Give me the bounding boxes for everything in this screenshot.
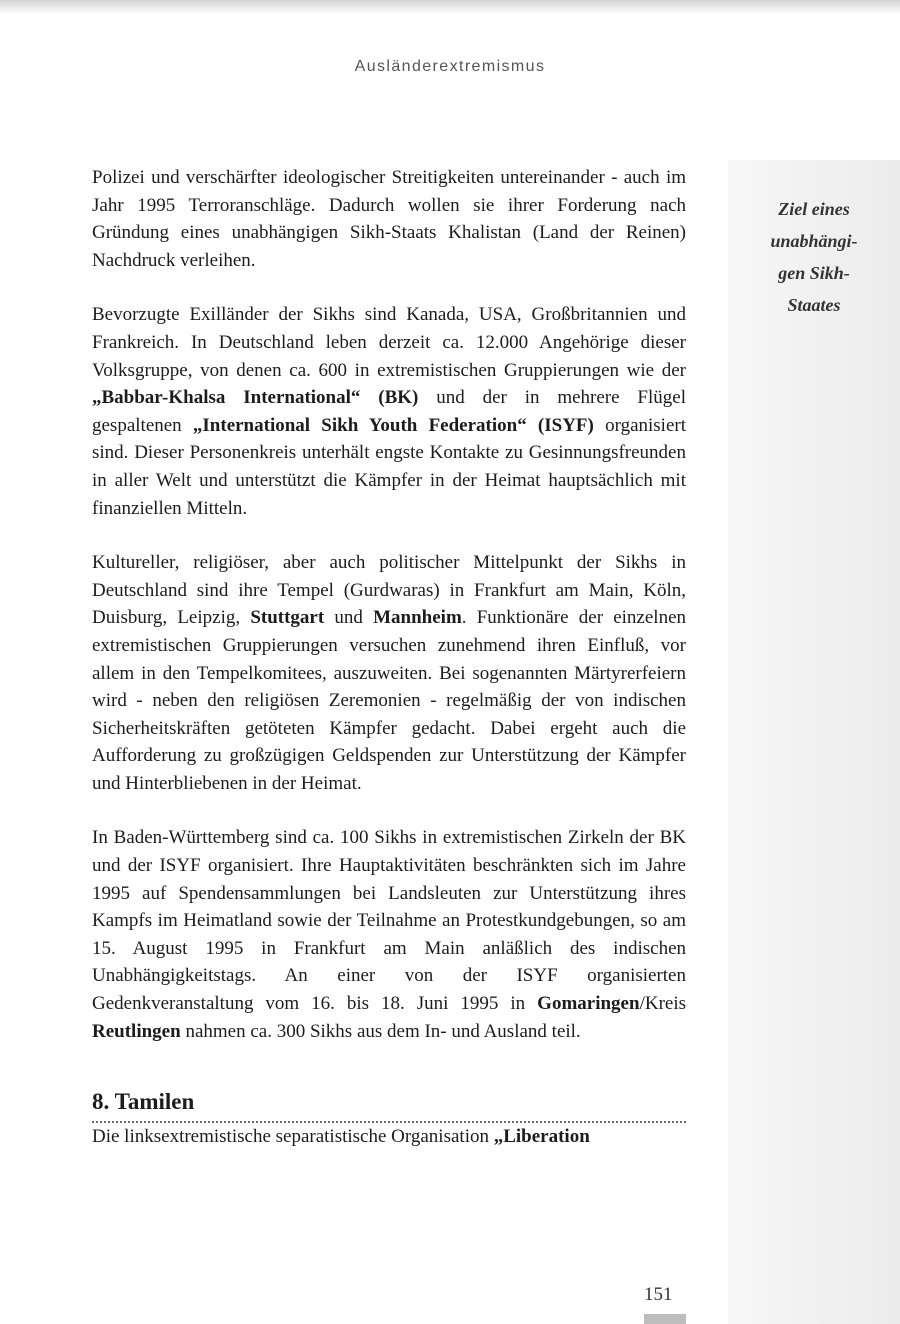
text-run: organisiert sind. Dieser Personenkreis unterhält engste Kontakte zu Gesinnungsfreunden in aller Welt und unterstützt die Kämpfer in der Heimat hauptsächlich mit finanziellen Mitteln. xyxy=(92,414,686,519)
text-run: /Kreis xyxy=(639,993,686,1015)
text-run: Kultureller, religiöser, aber auch politischer Mittelpunkt der Sikhs in Deutschland sind ihre Tempel (Gurdwaras) in Frankfurt am Main, Köln, Duisburg, Leipzig, xyxy=(92,552,686,629)
section-heading: 8. Tamilen xyxy=(92,1087,686,1123)
margin-note-line: gen Sikh- xyxy=(778,263,850,283)
body-text xyxy=(92,164,686,1151)
organization-name-isyf: „International Sikh Youth Federation“ (ISYF) xyxy=(192,414,594,436)
margin-band xyxy=(728,160,900,1324)
text-run: In Baden-Württemberg sind ca. 100 Sikhs in extremistischen Zirkeln der BK und der ISYF organisiert. Ihre Hauptaktivitäten beschränkten sich im Jahre 1995 auf Spendensammlungen bei Landsleuten zur Unterstützung ihres Kampfs im Heimatland sowie der Teilnahme an Protestkundgebungen, so am 15. August 1995 in Frankfurt am Main anläßlich des indischen Unabhängigkeitstags. An einer von der ISYF organisierten Gedenkveranstaltung vom 16. bis 18. Juni 1995 in xyxy=(92,827,686,1015)
paragraph-3 xyxy=(92,549,686,797)
paragraph-1: Polizei und verschärfter ideologischer Streitigkeiten untereinander - auch im Jahr 1995 Terroranschläge. Dadurch wollen sie ihrer Forderung nach Gründung eines unabhängigen Sikh-Staats Khalistan (Land der Reinen) Nachdruck verleihen. xyxy=(92,167,686,271)
organization-name-bk: „Babbar-Khalsa International“ (BK) xyxy=(92,387,419,409)
text-run: Die linksextremistische separatistische Organisation xyxy=(92,1126,494,1148)
scan-top-shadow xyxy=(0,0,900,14)
paragraph-2 xyxy=(92,301,686,522)
place-reutlingen: Reutlingen xyxy=(92,1020,181,1042)
place-gomaringen: Gomaringen xyxy=(537,993,640,1015)
text-run: und der in mehrere Flügel gespaltenen xyxy=(92,387,686,436)
city-mannheim: Mannheim xyxy=(373,607,462,629)
margin-note-line: Ziel eines xyxy=(778,199,850,219)
text-run: Bevorzugte Exilländer der Sikhs sind Kanada, USA, Großbritannien und Frankreich. In Deutschland leben derzeit ca. 12.000 Angehörige dieser Volksgruppe, von denen ca. 600 in extremistischen Gruppierungen wie der xyxy=(92,304,686,381)
margin-note-line: unabhängi- xyxy=(770,231,858,251)
page-edge-marker xyxy=(644,1314,686,1324)
paragraph-4 xyxy=(92,824,686,1045)
page-number: 151 xyxy=(644,1284,673,1305)
margin-note-line: Staates xyxy=(787,295,841,315)
margin-note xyxy=(744,193,884,321)
paragraph-5 xyxy=(92,1123,686,1151)
running-header: Ausländerextremismus xyxy=(354,58,546,75)
text-run: nahmen ca. 300 Sikhs aus dem In- und Ausland teil. xyxy=(180,1020,581,1042)
city-stuttgart: Stuttgart xyxy=(250,607,325,629)
text-run: und xyxy=(324,607,374,629)
text-run: . Funktionäre der einzelnen extremistischen Gruppierungen versuchen zunehmend ihren Einfluß, vor allem in den Tempelkomitees, auszuweiten. Bei sogenannten Märtyrerfeiern wird - neben den religiösen Zeremonien - regelmäßig der von indischen Sicherheitskräften getöteten Kämpfer gedacht. Dabei ergeht auch die Aufforderung zu großzügigen Geldspenden zur Unterstützung der Kämpfer und Hinterbliebenen in der Heimat. xyxy=(92,607,687,794)
organization-name-ltte: „Liberation xyxy=(493,1126,590,1148)
